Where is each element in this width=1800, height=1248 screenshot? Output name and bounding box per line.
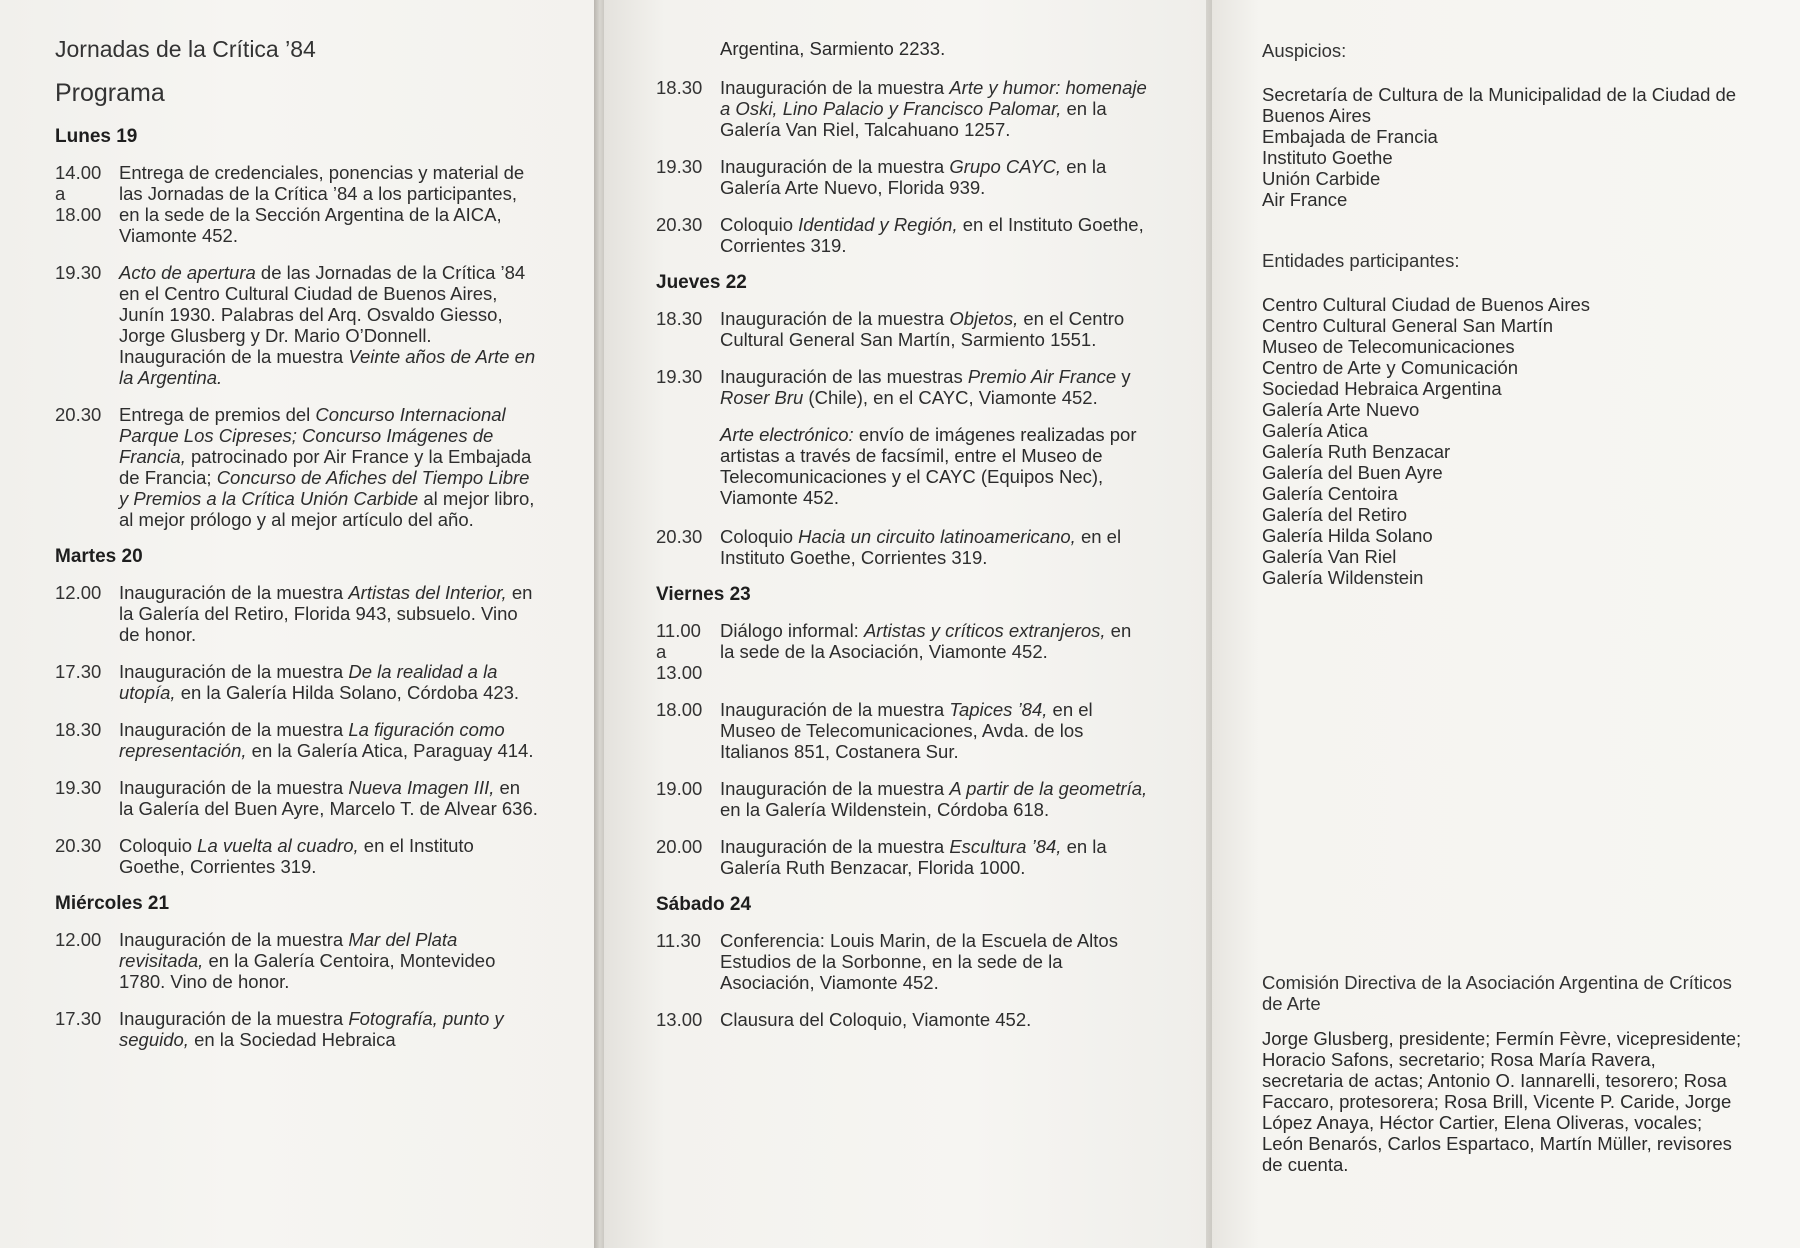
body-text: en el Instituto Goethe, Corrientes 319.	[720, 526, 1122, 568]
list-item: Galería Van Riel	[1262, 546, 1397, 567]
event-row	[656, 366, 1212, 408]
list-item: Unión Carbide	[1262, 168, 1381, 189]
body-text: Inauguración de la muestra	[119, 929, 349, 950]
body-text: en la Galería Hilda Solano, Córdoba 423.	[175, 682, 520, 703]
event-time: 18.30	[55, 719, 102, 740]
event-description	[720, 366, 1150, 408]
event-row	[55, 162, 594, 246]
middle-panel	[604, 0, 1212, 1248]
body-text: en la Galería Van Riel, Talcahuano 1257.	[720, 98, 1107, 140]
event-description	[119, 162, 539, 246]
event-description	[720, 308, 1150, 350]
event-time: 11.00 a 13.00	[656, 620, 703, 683]
event-description	[720, 930, 1150, 993]
event-time: 19.30	[656, 366, 703, 387]
title-text: Fotografía, punto y seguido,	[119, 1008, 504, 1050]
body-text: patrocinado por Air France y la Embajada de Francia;	[119, 446, 532, 488]
event-row	[55, 835, 594, 877]
body-text: Inauguración de la muestra	[720, 77, 950, 98]
body-text: Entrega de credenciales, ponencias y material de las Jornadas de la Crítica ’84 a los participantes, en la sede de la Sección Argentina de la AICA, Viamonte 452.	[119, 162, 525, 246]
body-text: Entrega de premios del	[119, 404, 316, 425]
event-time: 19.30	[55, 777, 102, 798]
event-description	[119, 929, 539, 992]
body-text: en el Museo de Telecomunicaciones, Avda. de los Italianos 851, Costanera Sur.	[720, 699, 1093, 762]
title-text: Roser Bru	[720, 387, 804, 408]
event-time: 19.30	[656, 156, 703, 177]
body-text: Inauguración de la muestra	[119, 582, 349, 603]
list-item: Sociedad Hebraica Argentina	[1262, 378, 1502, 399]
event-time: 13.00	[656, 1009, 703, 1030]
title-text: Objetos,	[949, 308, 1019, 329]
title-text: Grupo CAYC,	[949, 156, 1062, 177]
title-text: De la realidad a la utopía,	[119, 661, 498, 703]
event-row	[656, 308, 1212, 350]
body-text: envío de imágenes realizadas por artistas a través de facsímil, entre el Museo de Telecomunicaciones y el CAYC (Equipos Nec), Viamonte 452.	[720, 424, 1137, 508]
event-time: 19.30	[55, 262, 102, 283]
body-text: Coloquio	[720, 526, 799, 547]
title-text: Arte electrónico:	[720, 424, 854, 445]
event-description	[720, 214, 1150, 256]
event-row	[55, 719, 594, 761]
list-item: Galería del Retiro	[1262, 504, 1407, 525]
day-heading: Viernes 23	[656, 584, 751, 605]
event-row	[656, 1009, 1212, 1030]
title-text: Mar del Plata revisitada,	[119, 929, 458, 971]
body-text: Inauguración de la muestra	[119, 719, 349, 740]
event-description	[119, 835, 539, 877]
continued-address: Argentina, Sarmiento 2233.	[720, 38, 946, 59]
body-text: Conferencia: Louis Marin, de la Escuela de Altos Estudios de la Sorbonne, en la sede de la Asociación, Viamonte 452.	[720, 930, 1118, 993]
left-panel	[0, 0, 594, 1248]
list-item: Secretaría de Cultura de la Municipalidad de la Ciudad de Buenos Aires	[1262, 84, 1737, 126]
body-text: en la Galería Atica, Paraguay 414.	[246, 740, 534, 761]
title-text: Veinte años de Arte en la Argentina.	[119, 346, 536, 388]
event-row	[656, 214, 1212, 256]
day-heading: Martes 20	[55, 546, 143, 567]
list-item: Air France	[1262, 189, 1348, 210]
event-row	[55, 404, 594, 530]
title-text: A partir de la geometría,	[949, 778, 1148, 799]
event-row	[656, 156, 1212, 198]
event-time: 17.30	[55, 1008, 102, 1029]
event-description	[119, 1008, 539, 1050]
list-item: Galería Ruth Benzacar	[1262, 441, 1451, 462]
event-row	[656, 930, 1212, 993]
body-text: en la Galería del Retiro, Florida 943, subsuelo. Vino de honor.	[119, 582, 533, 645]
body-text: Inauguración de la muestra	[119, 661, 349, 682]
body-text: de las Jornadas de la Crítica ’84 en el Centro Cultural Ciudad de Buenos Aires, Junín 1930. Palabras del Arq. Osvaldo Giesso, Jorge Glusberg y Dr. Mario O’Donnell. Inauguración de la muestra	[119, 262, 526, 367]
list-item: Galería Hilda Solano	[1262, 525, 1433, 546]
event-description	[119, 661, 539, 703]
list-item: Galería del Buen Ayre	[1262, 462, 1443, 483]
list-item: Centro Cultural General San Martín	[1262, 315, 1553, 336]
event-description	[720, 699, 1150, 762]
body-text: Coloquio	[119, 835, 198, 856]
event-row	[55, 582, 594, 645]
list-item: Instituto Goethe	[1262, 147, 1393, 168]
event-row	[55, 661, 594, 703]
body-text: en la Galería Arte Nuevo, Florida 939.	[720, 156, 1107, 198]
body-text: Coloquio	[720, 214, 799, 235]
list-item: Galería Centoira	[1262, 483, 1398, 504]
body-text: Inauguración de las muestras	[720, 366, 968, 387]
body-text: Diálogo informal:	[720, 620, 864, 641]
event-time: 11.30	[656, 930, 701, 951]
title-text: Artistas y críticos extranjeros,	[863, 620, 1106, 641]
day-heading: Jueves 22	[656, 272, 747, 293]
committee-members: Jorge Glusberg, presidente; Fermín Fèvre, vicepresidente; Horacio Safons, secretario; Rosa María Ravera, secretaria de actas; Antonio O. Iannarelli, tesorero; Rosa Faccaro, protesorera; Rosa Brill, Vicente P. Caride, Jorge López Anaya, Héctor Cartier, Elena Oliveras, vocales; León Benarós, Carlos Espartaco, Martín Müller, revisores de cuenta.	[1262, 1028, 1742, 1175]
event-description	[119, 404, 539, 530]
event-row	[55, 929, 594, 992]
event-time: 20.00	[656, 836, 703, 857]
event-time: 18.30	[656, 77, 703, 98]
event-time: 20.30	[55, 404, 102, 425]
event-row	[656, 77, 1212, 140]
right-panel	[1212, 0, 1800, 1248]
title-text: Concurso de Afiches del Tiempo Libre y Premios a la Crítica Unión Carbide	[119, 467, 530, 509]
event-description	[720, 77, 1150, 140]
day-heading: Miércoles 21	[55, 893, 170, 914]
body-text: en la Galería Centoira, Montevideo 1780. Vino de honor.	[119, 950, 496, 992]
event-row	[656, 836, 1212, 878]
list-item: Museo de Telecomunicaciones	[1262, 336, 1515, 357]
body-text: en la Galería Ruth Benzacar, Florida 1000.	[720, 836, 1107, 878]
body-text: Inauguración de la muestra	[720, 308, 950, 329]
title-text: Arte y humor: homenaje a Oski, Lino Palacio y Francisco Palomar,	[720, 77, 1147, 119]
body-text: en la Galería del Buen Ayre, Marcelo T. de Alvear 636.	[119, 777, 538, 819]
list-item: Galería Wildenstein	[1262, 567, 1424, 588]
body-text: en la Sociedad Hebraica	[188, 1029, 396, 1050]
body-text: en el Centro Cultural General San Martín, Sarmiento 1551.	[720, 308, 1125, 350]
title-text: Concurso Internacional Parque Los Cipreses; Concurso Imágenes de Francia,	[119, 404, 506, 467]
event-description	[119, 262, 539, 388]
day-heading: Lunes 19	[55, 126, 138, 147]
participants-heading: Entidades participantes:	[1262, 250, 1460, 271]
body-text: en el Instituto Goethe, Corrientes 319.	[119, 835, 474, 877]
event-description	[119, 582, 539, 645]
list-item: Galería Arte Nuevo	[1262, 399, 1420, 420]
list-item: Centro Cultural Ciudad de Buenos Aires	[1262, 294, 1591, 315]
title-text: Premio Air France	[967, 366, 1117, 387]
body-text: y	[1116, 366, 1131, 387]
document-title: Jornadas de la Crítica ’84	[55, 36, 316, 62]
event-row	[656, 778, 1212, 820]
body-text: al mejor libro, al mejor prólogo y al mejor artículo del año.	[119, 488, 535, 530]
sponsors-heading: Auspicios:	[1262, 40, 1347, 61]
event-time: 20.30	[656, 526, 703, 547]
event-row	[656, 620, 1212, 683]
body-text: en el Instituto Goethe, Corrientes 319.	[720, 214, 1144, 256]
event-time: 12.00	[55, 582, 102, 603]
list-item: Embajada de Francia	[1262, 126, 1438, 147]
left-schedule	[55, 126, 594, 1050]
body-text: Inauguración de la muestra	[119, 777, 349, 798]
event-time: 14.00 a 18.00	[55, 162, 102, 225]
event-time: 12.00	[55, 929, 102, 950]
event-row	[55, 777, 594, 819]
title-text: Identidad y Región,	[798, 214, 958, 235]
title-text: La vuelta al cuadro,	[197, 835, 359, 856]
event-row	[656, 699, 1212, 762]
sponsors-list	[1262, 84, 1800, 210]
body-text: Inauguración de la muestra	[720, 836, 950, 857]
body-text: Inauguración de la muestra	[720, 156, 950, 177]
body-text: Inauguración de la muestra	[720, 778, 950, 799]
program-heading: Programa	[55, 79, 165, 107]
event-note	[720, 424, 1150, 508]
body-text: Inauguración de la muestra	[720, 699, 950, 720]
title-text: Hacia un circuito latinoamericano,	[798, 526, 1076, 547]
event-time: 18.30	[656, 308, 703, 329]
event-description	[720, 778, 1150, 820]
event-description	[720, 526, 1150, 568]
body-text: en la Galería Wildenstein, Córdoba 618.	[720, 799, 1050, 820]
event-description	[720, 156, 1150, 198]
event-row	[55, 262, 594, 388]
event-time: 20.30	[55, 835, 102, 856]
committee-heading: Comisión Directiva de la Asociación Argentina de Críticos de Arte	[1262, 972, 1732, 1014]
middle-schedule	[656, 272, 1212, 1030]
title-text: Tapices ’84,	[949, 699, 1048, 720]
body-text: Clausura del Coloquio, Viamonte 452.	[720, 1009, 1032, 1030]
title-text: Escultura ’84,	[949, 836, 1062, 857]
event-row	[55, 1008, 594, 1050]
list-item: Centro de Arte y Comunicación	[1262, 357, 1519, 378]
event-description	[720, 1009, 1150, 1030]
title-text: Artistas del Interior,	[348, 582, 507, 603]
event-description	[720, 620, 1150, 683]
event-time: 17.30	[55, 661, 102, 682]
list-item: Galería Atica	[1262, 420, 1368, 441]
body-text: (Chile), en el CAYC, Viamonte 452.	[803, 387, 1098, 408]
title-text: Acto de apertura	[119, 262, 256, 283]
title-text: La figuración como representación,	[119, 719, 505, 761]
event-description	[720, 836, 1150, 878]
event-description	[119, 719, 539, 761]
event-time: 19.00	[656, 778, 703, 799]
title-text: Nueva Imagen III,	[348, 777, 495, 798]
event-description	[119, 777, 539, 819]
body-text: en la sede de la Asociación, Viamonte 452.	[720, 620, 1132, 662]
middle-events-continued	[656, 77, 1212, 256]
participants-list	[1262, 294, 1800, 588]
committee-block	[1262, 972, 1742, 1175]
body-text: Inauguración de la muestra	[119, 1008, 349, 1029]
day-heading: Sábado 24	[656, 894, 752, 915]
event-time: 20.30	[656, 214, 703, 235]
event-row	[656, 526, 1212, 568]
event-time: 18.00	[656, 699, 703, 720]
